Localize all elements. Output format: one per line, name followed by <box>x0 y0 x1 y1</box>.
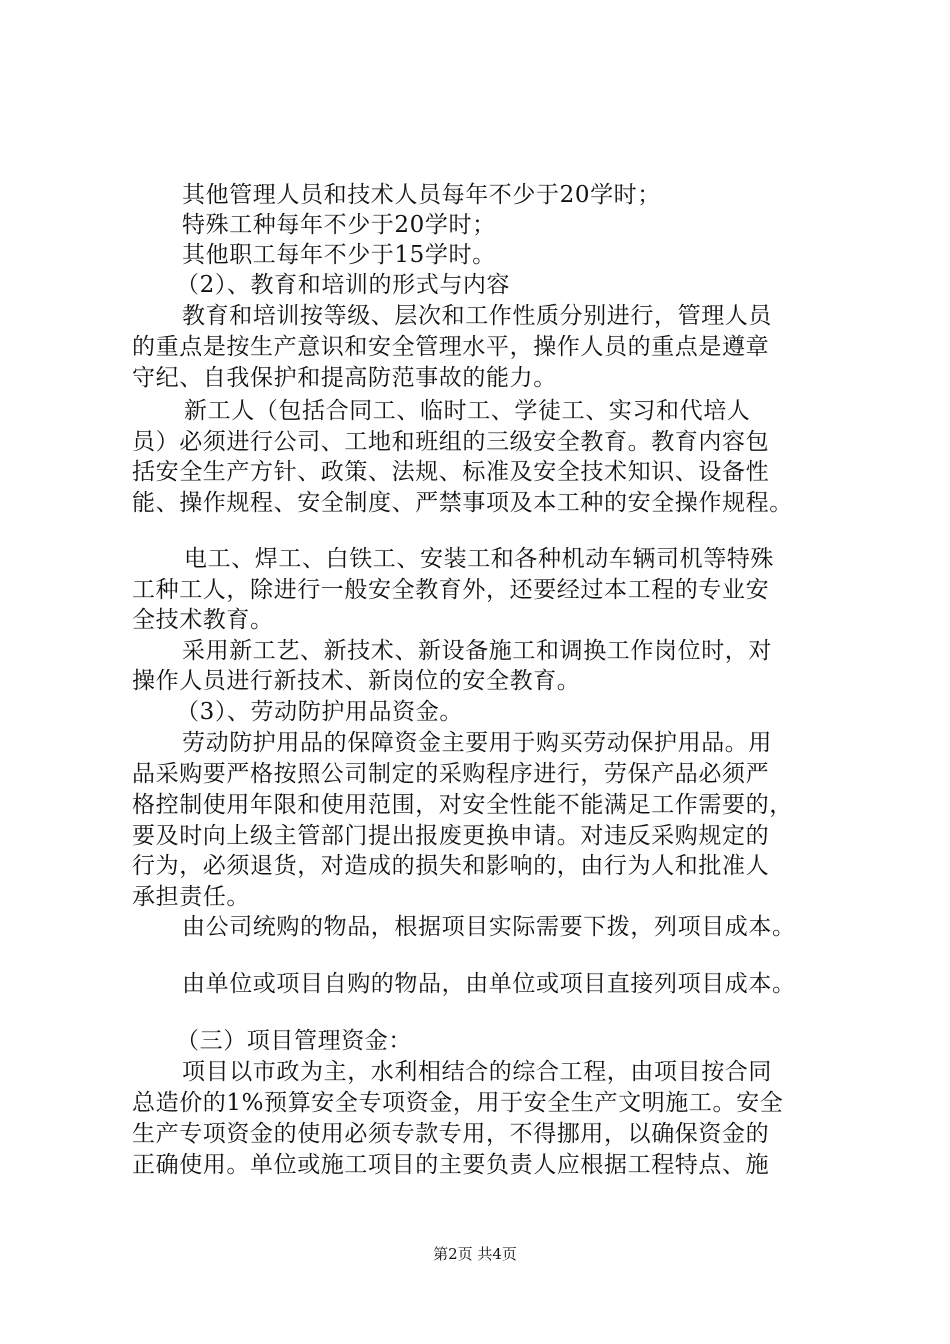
page-number-footer: 第2页 共4页 <box>433 1245 517 1263</box>
section-heading-3: （3）、劳动防护用品资金。 <box>176 699 463 725</box>
body-line-25: 由单位或项目自购的物品，由单位或项目直接列项目成本。 <box>182 971 796 997</box>
body-line-1: 其他管理人员和技术人员每年不少于20学时； <box>182 182 661 208</box>
body-line-15: 采用新工艺、新技术、新设备施工和调换工作岗位时，对 <box>182 638 772 664</box>
body-line-7: 守纪、自我保护和提高防范事故的能力。 <box>132 365 557 391</box>
body-line-23: 承担责任。 <box>132 884 250 910</box>
body-line-6: 的重点是按生产意识和安全管理水平，操作人员的重点是遵章 <box>132 334 770 360</box>
body-line-19: 品采购要严格按照公司制定的采购程序进行，劳保产品必须严 <box>132 761 770 787</box>
body-line-27: 项目以市政为主，水利相结合的综合工程，由项目按合同 <box>182 1059 772 1085</box>
body-line-3: 其他职工每年不少于15学时。 <box>182 242 496 268</box>
body-line-5: 教育和培训按等级、层次和工作性质分别进行，管理人员 <box>182 303 772 329</box>
body-line-2: 特殊工种每年不少于20学时； <box>182 212 496 238</box>
body-line-14: 全技术教育。 <box>132 607 274 633</box>
section-heading-3-project: （三）项目管理资金： <box>176 1028 412 1054</box>
body-line-9: 员）必须进行公司、工地和班组的三级安全教育。教育内容包 <box>132 429 770 455</box>
body-line-8: 新工人（包括合同工、临时工、学徒工、实习和代培人 <box>184 398 751 424</box>
body-line-18: 劳动防护用品的保障资金主要用于购买劳动保护用品。用 <box>182 730 772 756</box>
body-line-20: 格控制使用年限和使用范围，对安全性能不能满足工作需要的， <box>132 792 793 818</box>
section-heading-2: （2）、教育和培训的形式与内容 <box>176 272 511 298</box>
body-line-24: 由公司统购的物品，根据项目实际需要下拨，列项目成本。 <box>182 914 796 940</box>
body-line-29: 生产专项资金的使用必须专款专用，不得挪用，以确保资金的 <box>132 1121 770 1147</box>
body-line-13: 工种工人，除进行一般安全教育外，还要经过本工程的专业安 <box>132 577 770 603</box>
body-line-12: 电工、焊工、白铁工、安装工和各种机动车辆司机等特殊 <box>184 546 774 572</box>
body-line-10: 括安全生产方针、政策、法规、标准及安全技术知识、设备性 <box>132 459 770 485</box>
body-line-11: 能、操作规程、安全制度、严禁事项及本工种的安全操作规程。 <box>132 490 793 516</box>
body-line-22: 行为，必须退货，对造成的损失和影响的，由行为人和批准人 <box>132 853 770 879</box>
body-line-16: 操作人员进行新技术、新岗位的安全教育。 <box>132 668 581 694</box>
body-line-28: 总造价的1%预算安全专项资金，用于安全生产文明施工。安全 <box>132 1090 784 1116</box>
body-line-30: 正确使用。单位或施工项目的主要负责人应根据工程特点、施 <box>132 1152 770 1178</box>
body-line-21: 要及时向上级主管部门提出报废更换申请。对违反采购规定的 <box>132 823 770 849</box>
